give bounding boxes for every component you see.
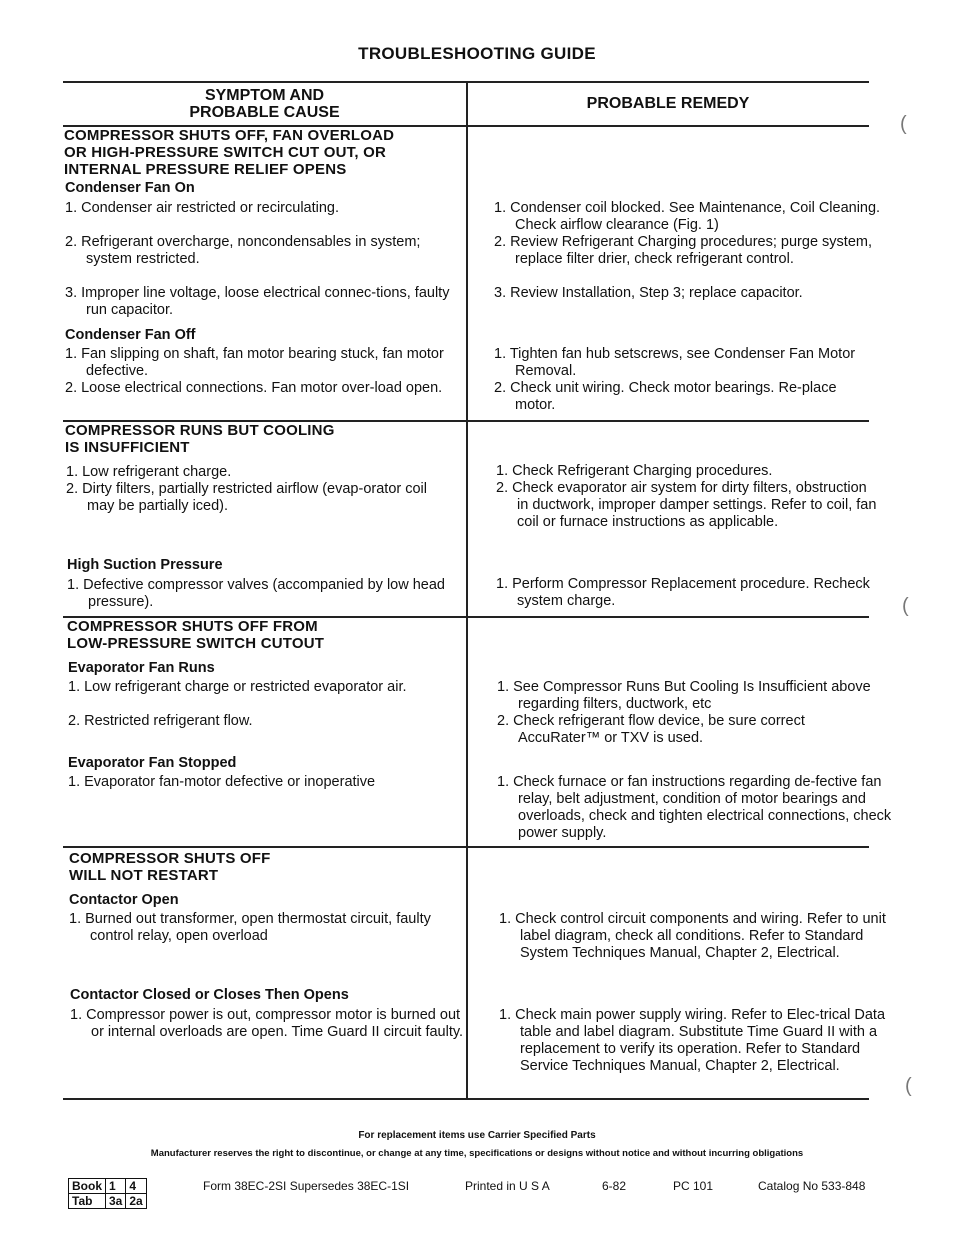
remedy-item: 1. Tighten fan hub setscrews, see Condenser Fan Motor Removal. — [494, 346, 856, 379]
section1-heading-line: OR HIGH-PRESSURE SWITCH CUT OUT, OR — [64, 144, 387, 161]
cause-item: 2. Restricted refrigerant flow. — [68, 713, 253, 729]
remedy-item: 1. Check control circuit components and wiring. Refer to unit label diagram, check all conditions. Refer to Standard System Techniques Manual, Chapter 2, Electrical. — [499, 911, 886, 961]
print-date: 6-82 — [602, 1179, 627, 1193]
section4-heading-line: COMPRESSOR SHUTS OFF — [69, 850, 271, 867]
tab-value-1: 3a — [106, 1194, 126, 1209]
remedy-item: 3. Review Installation, Step 3; replace capacitor. — [494, 285, 803, 301]
symptom-header — [63, 87, 466, 121]
cause-item: 1. Defective compressor valves (accompanied by low head pressure). — [67, 577, 445, 610]
remedy-item: 1. See Compressor Runs But Cooling Is Insufficient above regarding filters, ductwork, etc — [497, 679, 871, 712]
section2-subheading-high-suction: High Suction Pressure — [67, 557, 223, 573]
section1-heading-line: INTERNAL PRESSURE RELIEF OPENS — [64, 161, 347, 178]
cause-item: 1. Condenser air restricted or recirculating. — [65, 200, 340, 216]
section3-heading-line: LOW-PRESSURE SWITCH CUTOUT — [67, 635, 325, 652]
section1-heading — [64, 127, 464, 178]
cause-item: 1. Low refrigerant charge. — [66, 464, 232, 480]
cause-item: 3. Improper line voltage, loose electrical connec-tions, faulty run capacitor. — [65, 285, 450, 318]
remedy-item: 1. Check furnace or fan instructions regarding de-fective fan relay, belt adjustment, condition of motor bearings and overloads, check and tighten electrical connections, check power supply. — [497, 774, 892, 841]
book-tab-table — [68, 1178, 147, 1209]
symptom-header-line1: SYMPTOM AND — [204, 87, 325, 104]
margin-mark: ( — [905, 1075, 912, 1097]
section1-subheading-fan-off: Condenser Fan Off — [65, 327, 196, 343]
remedy-item: 2. Check evaporator air system for dirty filters, obstruction in ductwork, improper damper settings. Refer to coil, fan coil or furnace instructions as applicable. — [496, 480, 877, 530]
cause-item: 1. Evaporator fan-motor defective or inoperative — [68, 774, 376, 790]
footer-disclaimer: Manufacturer reserves the right to discontinue, or change at any time, specifications or designs without notice and without incurring obligations — [150, 1148, 804, 1159]
pc-code: PC 101 — [673, 1179, 714, 1193]
column-divider — [466, 81, 468, 1099]
form-number: Form 38EC-2SI Supersedes 38EC-1SI — [203, 1179, 410, 1193]
remedy-item: 1. Check Refrigerant Charging procedures. — [496, 463, 773, 479]
section2-heading-line: IS INSUFFICIENT — [65, 439, 190, 456]
tab-label: Tab — [69, 1194, 106, 1209]
section3-heading — [67, 618, 467, 652]
printed-in: Printed in U S A — [465, 1179, 550, 1193]
section4-heading — [69, 850, 469, 884]
book-label: Book — [69, 1179, 106, 1194]
cause-item: 1. Burned out transformer, open thermostat circuit, faulty control relay, open overload — [69, 911, 431, 944]
remedy-item: 1. Check main power supply wiring. Refer to Elec-trical Data table and label diagram. Substitute Time Guard II with a replacement to verify its operation. Refer to Standard Service Techniques Manual, Chapter 2, Electrical. — [499, 1007, 886, 1074]
section1-subheading-fan-on: Condenser Fan On — [65, 180, 195, 196]
section4-subheading-contactor-open: Contactor Open — [69, 892, 179, 908]
remedy-item: 1. Condenser coil blocked. See Maintenance, Coil Cleaning. Check airflow clearance (Fig. 1) — [494, 200, 881, 233]
section3-subheading-fan-stopped: Evaporator Fan Stopped — [68, 755, 237, 771]
remedy-item: 1. Perform Compressor Replacement procedure. Recheck system charge. — [496, 576, 870, 609]
margin-mark: ( — [900, 113, 907, 135]
symptom-header-line2: PROBABLE CAUSE — [189, 104, 340, 121]
catalog-number: Catalog No 533-848 — [758, 1179, 866, 1193]
section2-heading-line: COMPRESSOR RUNS BUT COOLING — [65, 422, 335, 439]
section2-heading — [65, 422, 465, 456]
remedy-item: 2. Review Refrigerant Charging procedures; purge system, replace filter drier, check refrigerant control. — [494, 234, 872, 267]
cause-item: 1. Low refrigerant charge or restricted evaporator air. — [68, 679, 407, 695]
book-tab-box — [68, 1178, 147, 1209]
cause-item: 2. Loose electrical connections. Fan motor over-load open. — [65, 380, 443, 396]
section4-heading-line: WILL NOT RESTART — [69, 867, 219, 884]
page-title: TROUBLESHOOTING GUIDE — [358, 44, 596, 63]
tab-value-2: 2a — [126, 1194, 146, 1209]
remedy-header: PROBABLE REMEDY — [586, 95, 750, 112]
section3-subheading-fan-runs: Evaporator Fan Runs — [68, 660, 215, 676]
section4-subheading-contactor-closed: Contactor Closed or Closes Then Opens — [70, 987, 349, 1003]
cause-item: 1. Compressor power is out, compressor motor is burned out or internal overloads are open. Time Guard II circuit faulty. — [70, 1007, 464, 1040]
section3-heading-line: COMPRESSOR SHUTS OFF FROM — [67, 618, 318, 635]
cause-item: 2. Dirty filters, partially restricted airflow (evap-orator coil may be partially iced). — [66, 481, 427, 514]
section1-heading-line: COMPRESSOR SHUTS OFF, FAN OVERLOAD — [64, 127, 395, 144]
remedy-item: 2. Check unit wiring. Check motor bearings. Re-place motor. — [494, 380, 837, 413]
cause-item: 1. Fan slipping on shaft, fan motor bearing stuck, fan motor defective. — [65, 346, 444, 379]
remedy-item: 2. Check refrigerant flow device, be sure correct AccuRater™ or TXV is used. — [497, 713, 805, 746]
footer-parts-note: For replacement items use Carrier Specified Parts — [358, 1130, 596, 1141]
book-value-2: 4 — [126, 1179, 146, 1194]
book-value-1: 1 — [106, 1179, 126, 1194]
cause-item: 2. Refrigerant overcharge, noncondensables in system; system restricted. — [65, 234, 421, 267]
margin-mark: ( — [902, 595, 909, 617]
